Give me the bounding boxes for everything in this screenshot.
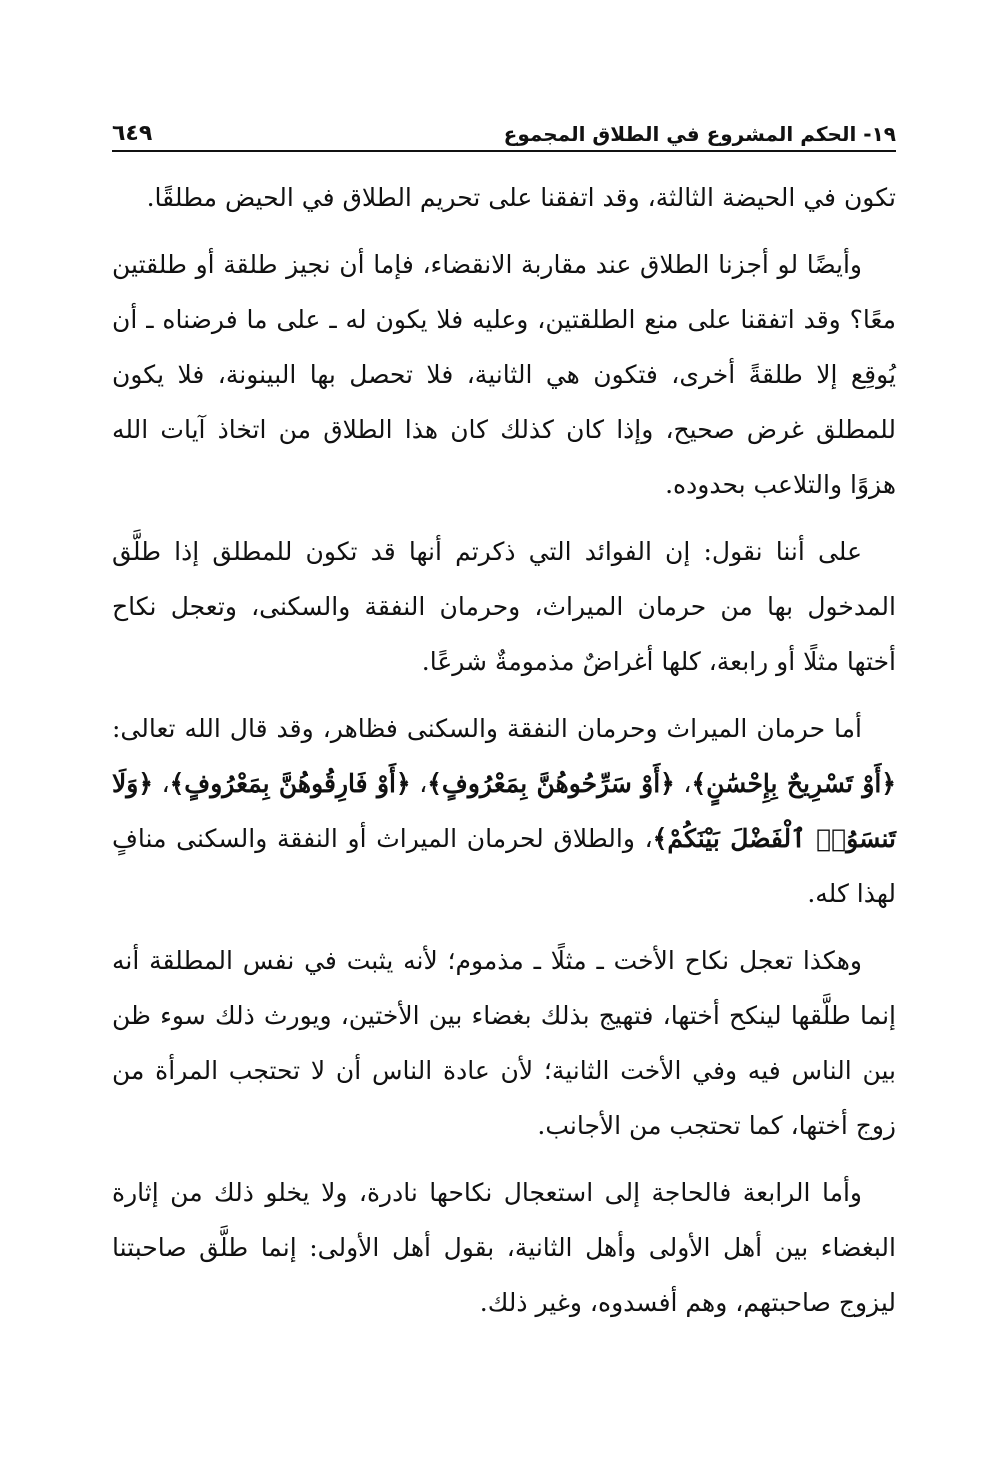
quran-intro: أما حرمان الميراث وحرمان النفقة والسكنى فظاهر، وقد قال الله تعالى: [112,714,862,743]
running-header [112,112,896,148]
separator: ، [152,769,170,798]
paragraph: وهكذا تعجل نكاح الأخت ـ مثلًا ـ مذموم؛ لأنه يثبت في نفس المطلقة أنه إنما طلَّقها لينكح أختها، فتهيج بذلك بغضاء بين الأختين، ويورث ذلك سوء ظن بين الناس فيه وفي الأخت الثانية؛ لأن عادة الناس أن لا تحتجب المرأة من زوج أختها، كما تحتجب من الأجانب. [112,946,896,1140]
quran-verse: ﴿أَوْ فَارِقُوهُنَّ بِمَعْرُوفٍ﴾ [169,769,411,798]
separator: ، [674,769,692,798]
separator: ، [410,769,428,798]
paragraph: تكون في الحيضة الثالثة، وقد اتفقنا على تحريم الطلاق في الحيض مطلقًا. [146,183,896,212]
paragraph: وأيضًا لو أجزنا الطلاق عند مقاربة الانقضاء، فإما أن نجيز طلقة أو طلقتين معًا؟ وقد اتفقنا على منع الطلقتين، وعليه فلا يكون له ـ على ما فرضناه ـ أن يُوقِع إلا طلقةً أخرى، فتكون هي الثانية، فلا تحصل بها البينونة، فلا يكون للمطلق غرض صحيح، وإذا كان كذلك كان هذا الطلاق من اتخاذ آيات الله هزوًا والتلاعب بحدوده. [112,250,896,499]
quran-verse: ﴿أَوْ تَسْرِيحٌ بِإِحْسَٰنٍ﴾ [691,769,897,798]
paragraph: وأما الرابعة فالحاجة إلى استعجال نكاحها نادرة، ولا يخلو ذلك من إثارة البغضاء بين أهل الأولى وأهل الثانية، بقول أهل الأولى: إنما طلَّق صاحبتنا ليزوج صاحبتهم، وهم أفسدوه، وغير ذلك. [112,1178,896,1317]
quran-outro: ، والطلاق لحرمان الميراث أو النفقة والسكنى منافٍ لهذا كله. [112,824,896,908]
header-divider [112,150,896,152]
paragraph: على أننا نقول: إن الفوائد التي ذكرتم أنها قد تكون للمطلق إذا طلَّق المدخول بها من حرمان الميراث، وحرمان النفقة والسكنى، وتعجل نكاح أختها مثلًا أو رابعة، كلها أغراضٌ مذمومةٌ شرعًا. [112,537,896,676]
page-body [112,170,896,1330]
chapter-title: ١٩- الحكم المشروع في الطلاق المجموع [503,122,896,146]
page-number: ٦٤٩ [112,121,153,146]
quran-paragraph [112,701,896,921]
quran-verse: ﴿وَلَا تَنسَوُا۟ ٱلْفَضْلَ بَيْنَكُمْ﴾ [112,769,896,853]
quran-verse: ﴿أَوْ سَرِّحُوهُنَّ بِمَعْرُوفٍ﴾ [427,769,675,798]
